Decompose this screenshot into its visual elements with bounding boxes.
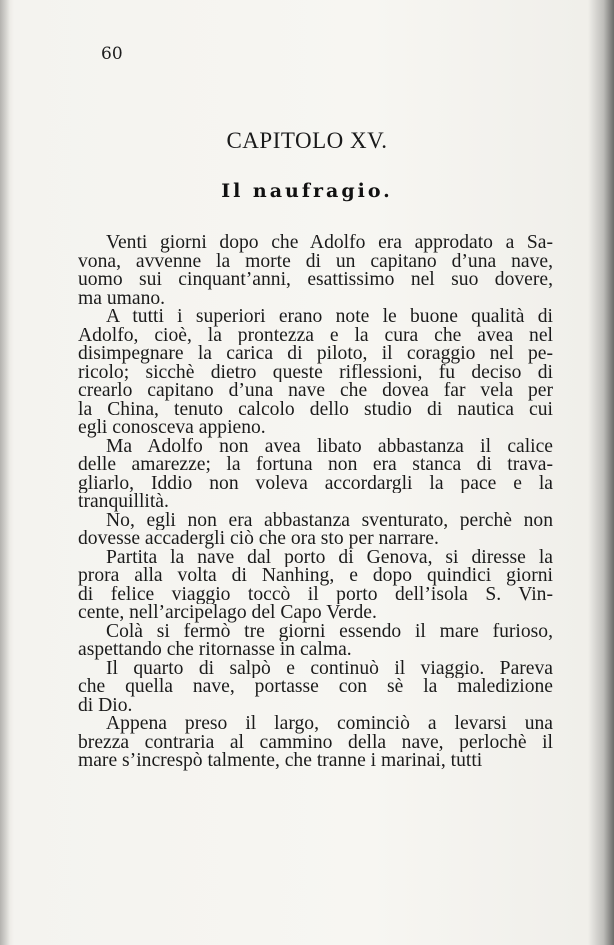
body-text xyxy=(78,234,553,771)
text-line: Adolfo, cioè, la prontezza e la cura che avea nel xyxy=(78,326,553,345)
paragraph xyxy=(78,308,553,438)
text-line: Venti giorni dopo che Adolfo era approdato a Sa- xyxy=(106,234,553,253)
text-line: Colà si fermò tre giorni essendo il mare furioso, xyxy=(106,622,553,641)
text-line: ma umano. xyxy=(78,289,166,308)
paragraph xyxy=(78,549,553,623)
text-line: ricolo; sicchè dietro queste riflessioni, fu deciso di xyxy=(78,363,553,382)
text-line: disimpegnare la carica di piloto, il coraggio nel pe- xyxy=(78,345,553,364)
text-line: brezza contraria al cammino della nave, perlochè il xyxy=(78,733,553,752)
page-number: 60 xyxy=(101,44,123,64)
text-line: No, egli non era abbastanza sventurato, perchè non xyxy=(106,511,553,530)
paragraph xyxy=(78,715,553,771)
text-line: crearlo capitano d’una nave che dovea far vela per xyxy=(78,382,553,401)
chapter-title: CAPITOLO XV. xyxy=(226,128,388,153)
chapter-subtitle: Il naufragio. xyxy=(221,180,393,202)
text-line: vona, avvenne la morte di un capitano d’una nave, xyxy=(78,252,553,271)
text-line: di felice viaggio toccò il porto dell’isola S. Vin- xyxy=(78,585,553,604)
text-line: tranquillità. xyxy=(78,493,169,512)
text-line: mare s’increspò talmente, che tranne i marinai, tutti xyxy=(78,752,483,771)
text-line: la China, tenuto calcolo dello studio di nautica cui xyxy=(78,400,553,419)
text-line: cente, nell’arcipelago del Capo Verde. xyxy=(78,604,377,623)
text-line: A tutti i superiori erano note le buone qualità di xyxy=(106,308,553,327)
text-line: Ma Adolfo non avea libato abbastanza il calice xyxy=(106,437,553,456)
text-line: aspettando che ritornasse in calma. xyxy=(78,641,352,660)
text-line: uomo sui cinquant’anni, esattissimo nel suo dovere, xyxy=(78,271,553,290)
paragraph xyxy=(78,623,553,660)
text-line: prora alla volta di Nanhing, e dopo quindici giorni xyxy=(78,567,553,586)
text-line: gliarlo, Iddio non voleva accordargli la pace e la xyxy=(78,474,553,493)
text-line: Partita la nave dal porto di Genova, si diresse la xyxy=(106,548,553,567)
paragraph xyxy=(78,234,553,308)
text-line: che quella nave, portasse con sè la maledizione xyxy=(78,678,553,697)
text-line: di Dio. xyxy=(78,696,133,715)
text-line: egli conosceva appieno. xyxy=(78,419,266,438)
text-line: delle amarezze; la fortuna non era stanca di trava- xyxy=(78,456,553,475)
text-line: Il quarto di salpò e continuò il viaggio. Pareva xyxy=(106,659,553,678)
text-line: dovesse accadergli ciò che ora sto per narrare. xyxy=(78,530,439,549)
text-line: Appena preso il largo, cominciò a levarsi una xyxy=(106,715,553,734)
paragraph xyxy=(78,438,553,512)
paragraph xyxy=(78,660,553,716)
paragraph xyxy=(78,512,553,549)
